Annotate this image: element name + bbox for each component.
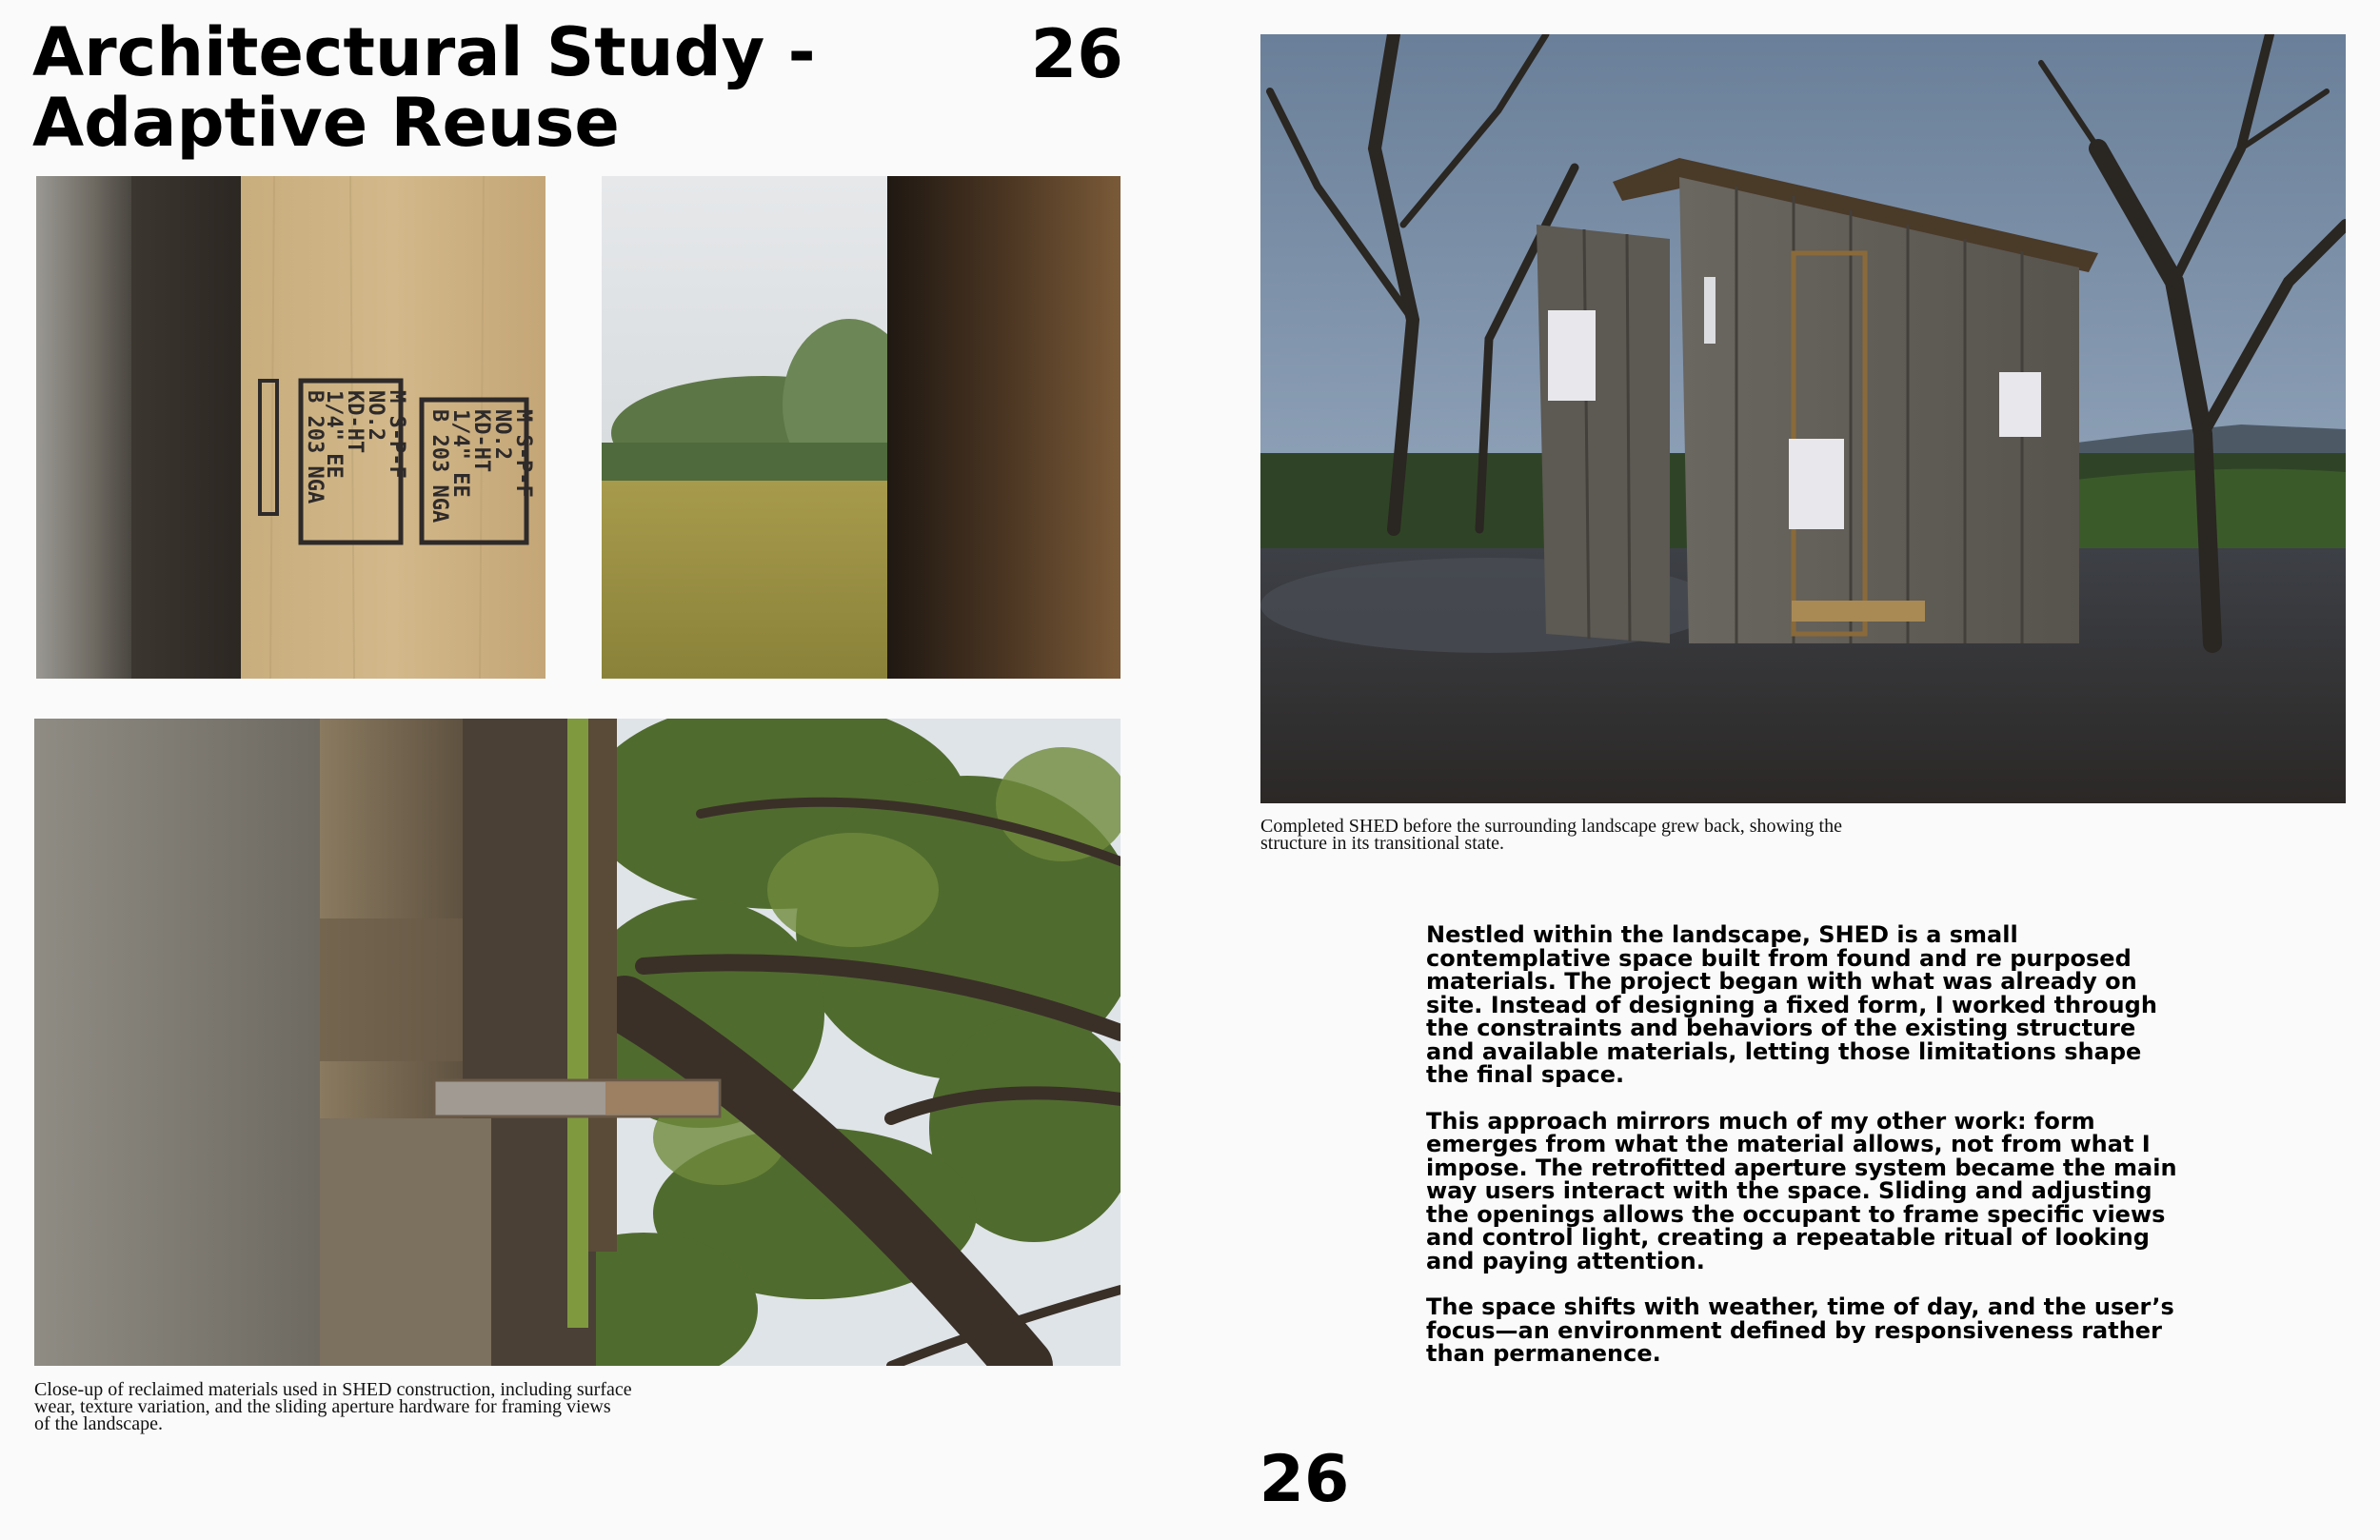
p2-line: the openings allows the occupant to frame specific views: [1426, 1200, 2166, 1228]
paragraph-3: [1426, 1295, 2207, 1366]
paragraph-2: [1426, 1107, 2207, 1274]
p3-line: focus—an environment defined by responsiveness rather: [1426, 1316, 2162, 1344]
stamp2-line-4: 1/4" EE: [448, 409, 472, 498]
paragraph-1: [1426, 923, 2207, 1087]
p2-line: This approach mirrors much of my other work: form: [1426, 1107, 2095, 1135]
aperture-hardware-photo: [34, 719, 1121, 1366]
p1-line: site. Instead of designing a fixed form, I worked through: [1426, 991, 2157, 1018]
p2-line: impose. The retrofitted aperture system became the main: [1426, 1154, 2177, 1181]
stamp-line-3: KD-HT: [343, 390, 367, 454]
p2-line: way users interact with the space. Sliding and adjusting: [1426, 1177, 2152, 1204]
p2-line: and paying attention.: [1426, 1247, 1705, 1274]
stamp2-line-2: NO.2: [490, 409, 514, 460]
stamp2-line-5: B 203 NGA: [427, 409, 451, 523]
right-caption-line-2: structure in its transitional state.: [1260, 833, 1505, 854]
left-caption-line-3: of the landscape.: [34, 1413, 163, 1434]
title-line-2: Adaptive Reuse: [32, 84, 620, 162]
stamp-line-4: 1/4" EE: [322, 390, 346, 479]
page-number-bottom: 26: [1259, 1442, 1350, 1517]
page-title: [32, 13, 889, 162]
stamp-line-5: B 203 NGA: [303, 390, 327, 504]
shed-landscape-photo: [1260, 34, 2346, 803]
right-caption-line-1: Completed SHED before the surrounding landscape grew back, showing the: [1260, 816, 1842, 837]
p1-line: the final space.: [1426, 1061, 1625, 1088]
stamp-line-1: M S-P-F: [385, 390, 408, 479]
left-caption-line-1: Close-up of reclaimed materials used in SHED construction, including surface: [34, 1379, 632, 1400]
p2-line: and control light, creating a repeatable ritual of looking: [1426, 1224, 2150, 1251]
page-number-top: 26: [1030, 15, 1123, 93]
project-description: [1426, 923, 2207, 1389]
p1-line: contemplative space built from found and re purposed: [1426, 944, 2132, 972]
aperture-view-photo: [602, 176, 1121, 679]
p1-line: materials. The project began with what was already on: [1426, 968, 2137, 995]
p1-line: and available materials, letting those limitations shape: [1426, 1037, 2142, 1065]
left-caption: [34, 1381, 758, 1432]
stamp2-line-3: KD-HT: [469, 409, 493, 473]
lumber-stamp-photo: [36, 176, 545, 679]
right-caption: [1260, 818, 1984, 852]
left-caption-line-2: wear, texture variation, and the sliding aperture hardware for framing views: [34, 1396, 611, 1417]
p2-line: emerges from what the material allows, not from what I: [1426, 1131, 2151, 1157]
p3-line: The space shifts with weather, time of day, and the user’s: [1426, 1293, 2174, 1320]
stamp-line-2: NO.2: [364, 390, 387, 441]
p1-line: Nestled within the landscape, SHED is a small: [1426, 921, 2018, 948]
title-line-1: Architectural Study -: [32, 13, 816, 91]
stamp2-line-1: M S-P-F: [511, 409, 535, 498]
p3-line: than permanence.: [1426, 1340, 1661, 1367]
p1-line: the constraints and behaviors of the existing structure: [1426, 1015, 2136, 1041]
